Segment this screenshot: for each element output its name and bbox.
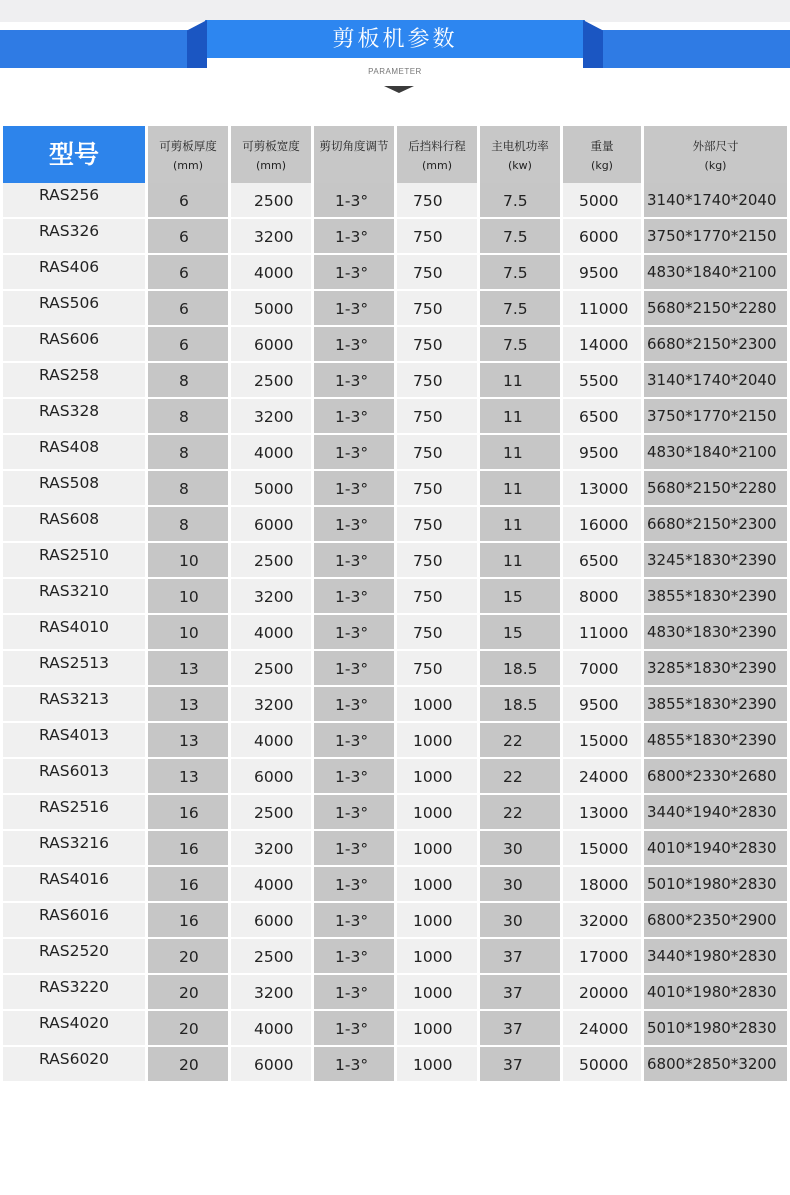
cell-model: RAS508 <box>3 471 145 505</box>
cell-width: 2500 <box>231 363 311 397</box>
cell-width: 3200 <box>231 399 311 433</box>
header-backgauge-label: 后挡料行程 <box>408 139 466 153</box>
cell-motor-power: 30 <box>480 903 560 937</box>
cell-backgauge: 1000 <box>397 1047 477 1081</box>
cell-model: RAS4010 <box>3 615 145 649</box>
cell-thickness: 16 <box>148 831 228 865</box>
cell-angle: 1-3° <box>314 543 394 577</box>
cell-model: RAS2510 <box>3 543 145 577</box>
cell-width: 3200 <box>231 219 311 253</box>
cell-thickness: 16 <box>148 867 228 901</box>
cell-model: RAS4020 <box>3 1011 145 1045</box>
cell-dimensions: 4855*1830*2390 <box>644 723 787 757</box>
table-row <box>0 903 790 939</box>
cell-width: 5000 <box>231 471 311 505</box>
cell-thickness: 10 <box>148 543 228 577</box>
cell-backgauge: 750 <box>397 543 477 577</box>
cell-motor-power: 11 <box>480 363 560 397</box>
cell-angle: 1-3° <box>314 507 394 541</box>
cell-backgauge: 1000 <box>397 723 477 757</box>
header-angle <box>314 126 394 183</box>
table-row <box>0 1011 790 1047</box>
cell-model: RAS3213 <box>3 687 145 721</box>
cell-motor-power: 15 <box>480 615 560 649</box>
cell-dimensions: 6680*2150*2300 <box>644 327 787 361</box>
cell-dimensions: 5680*2150*2280 <box>644 471 787 505</box>
cell-weight: 9500 <box>563 687 641 721</box>
cell-thickness: 13 <box>148 687 228 721</box>
cell-width: 4000 <box>231 435 311 469</box>
cell-thickness: 6 <box>148 183 228 217</box>
cell-weight: 24000 <box>563 1011 641 1045</box>
cell-weight: 9500 <box>563 435 641 469</box>
cell-backgauge: 1000 <box>397 867 477 901</box>
cell-thickness: 6 <box>148 219 228 253</box>
table-row <box>0 255 790 291</box>
cell-weight: 5500 <box>563 363 641 397</box>
cell-backgauge: 750 <box>397 291 477 325</box>
header-motor-power <box>480 126 560 183</box>
table-row <box>0 831 790 867</box>
banner-ribbon-left <box>0 30 205 68</box>
cell-dimensions: 6800*2330*2680 <box>644 759 787 793</box>
header-backgauge-unit: (mm) <box>421 159 452 172</box>
cell-angle: 1-3° <box>314 363 394 397</box>
header-motor-power-unit: (kw) <box>508 159 532 172</box>
cell-backgauge: 1000 <box>397 903 477 937</box>
table-row <box>0 975 790 1011</box>
table-body <box>0 183 790 1083</box>
table-row <box>0 183 790 219</box>
table-row <box>0 651 790 687</box>
cell-angle: 1-3° <box>314 867 394 901</box>
cell-weight: 20000 <box>563 975 641 1009</box>
header-weight-label: 重量 <box>590 139 614 153</box>
header-weight <box>563 126 641 183</box>
cell-dimensions: 5010*1980*2830 <box>644 1011 787 1045</box>
table-row <box>0 867 790 903</box>
table-row <box>0 327 790 363</box>
cell-thickness: 13 <box>148 651 228 685</box>
cell-width: 3200 <box>231 579 311 613</box>
cell-model: RAS506 <box>3 291 145 325</box>
cell-width: 3200 <box>231 687 311 721</box>
cell-angle: 1-3° <box>314 795 394 829</box>
header-model: 型号 <box>3 126 145 183</box>
cell-thickness: 10 <box>148 579 228 613</box>
cell-backgauge: 750 <box>397 399 477 433</box>
cell-angle: 1-3° <box>314 183 394 217</box>
cell-model: RAS6020 <box>3 1047 145 1081</box>
cell-motor-power: 7.5 <box>480 255 560 289</box>
cell-backgauge: 1000 <box>397 831 477 865</box>
cell-weight: 9500 <box>563 255 641 289</box>
banner-title: 剪板机参数 <box>332 27 458 52</box>
cell-angle: 1-3° <box>314 399 394 433</box>
cell-thickness: 13 <box>148 723 228 757</box>
cell-width: 4000 <box>231 615 311 649</box>
cell-model: RAS256 <box>3 183 145 217</box>
cell-width: 2500 <box>231 651 311 685</box>
cell-weight: 24000 <box>563 759 641 793</box>
cell-weight: 14000 <box>563 327 641 361</box>
cell-model: RAS258 <box>3 363 145 397</box>
cell-dimensions: 3855*1830*2390 <box>644 579 787 613</box>
cell-thickness: 8 <box>148 471 228 505</box>
cell-angle: 1-3° <box>314 1011 394 1045</box>
cell-motor-power: 11 <box>480 471 560 505</box>
cell-angle: 1-3° <box>314 831 394 865</box>
cell-model: RAS606 <box>3 327 145 361</box>
header-width <box>231 126 311 183</box>
cell-motor-power: 7.5 <box>480 183 560 217</box>
cell-model: RAS2513 <box>3 651 145 685</box>
cell-thickness: 8 <box>148 363 228 397</box>
cell-width: 6000 <box>231 759 311 793</box>
table-row <box>0 759 790 795</box>
cell-width: 6000 <box>231 903 311 937</box>
cell-model: RAS4013 <box>3 723 145 757</box>
cell-width: 5000 <box>231 291 311 325</box>
cell-backgauge: 750 <box>397 327 477 361</box>
cell-motor-power: 15 <box>480 579 560 613</box>
cell-motor-power: 22 <box>480 759 560 793</box>
header-thickness <box>148 126 228 183</box>
cell-motor-power: 7.5 <box>480 219 560 253</box>
cell-motor-power: 37 <box>480 939 560 973</box>
table-row <box>0 471 790 507</box>
banner-fold-left <box>187 20 207 68</box>
header-thickness-unit: (mm) <box>172 159 203 172</box>
cell-width: 4000 <box>231 1011 311 1045</box>
cell-width: 6000 <box>231 327 311 361</box>
cell-weight: 6500 <box>563 543 641 577</box>
cell-motor-power: 37 <box>480 1047 560 1081</box>
cell-backgauge: 750 <box>397 471 477 505</box>
cell-backgauge: 750 <box>397 579 477 613</box>
cell-dimensions: 3750*1770*2150 <box>644 219 787 253</box>
cell-backgauge: 750 <box>397 651 477 685</box>
cell-dimensions: 3245*1830*2390 <box>644 543 787 577</box>
table-row <box>0 615 790 651</box>
cell-backgauge: 1000 <box>397 1011 477 1045</box>
cell-thickness: 8 <box>148 435 228 469</box>
cell-angle: 1-3° <box>314 939 394 973</box>
cell-motor-power: 30 <box>480 867 560 901</box>
cell-dimensions: 4010*1940*2830 <box>644 831 787 865</box>
table-row <box>0 435 790 471</box>
cell-dimensions: 3855*1830*2390 <box>644 687 787 721</box>
down-arrow-icon <box>384 86 414 93</box>
cell-weight: 15000 <box>563 831 641 865</box>
banner-ribbon-right <box>585 30 790 68</box>
cell-thickness: 16 <box>148 903 228 937</box>
cell-model: RAS608 <box>3 507 145 541</box>
cell-angle: 1-3° <box>314 759 394 793</box>
cell-dimensions: 6800*2850*3200 <box>644 1047 787 1081</box>
cell-backgauge: 750 <box>397 615 477 649</box>
cell-motor-power: 37 <box>480 1011 560 1045</box>
cell-dimensions: 4830*1840*2100 <box>644 255 787 289</box>
cell-backgauge: 1000 <box>397 975 477 1009</box>
cell-backgauge: 1000 <box>397 939 477 973</box>
cell-model: RAS408 <box>3 435 145 469</box>
cell-angle: 1-3° <box>314 1047 394 1081</box>
cell-motor-power: 11 <box>480 507 560 541</box>
cell-width: 2500 <box>231 183 311 217</box>
cell-dimensions: 3140*1740*2040 <box>644 183 787 217</box>
cell-angle: 1-3° <box>314 651 394 685</box>
cell-model: RAS6013 <box>3 759 145 793</box>
cell-width: 6000 <box>231 507 311 541</box>
cell-motor-power: 22 <box>480 723 560 757</box>
cell-weight: 32000 <box>563 903 641 937</box>
cell-dimensions: 3285*1830*2390 <box>644 651 787 685</box>
cell-weight: 11000 <box>563 291 641 325</box>
cell-dimensions: 3440*1940*2830 <box>644 795 787 829</box>
header-width-label: 可剪板宽度 <box>242 139 300 153</box>
cell-angle: 1-3° <box>314 903 394 937</box>
cell-model: RAS2516 <box>3 795 145 829</box>
cell-angle: 1-3° <box>314 219 394 253</box>
cell-angle: 1-3° <box>314 687 394 721</box>
cell-model: RAS3210 <box>3 579 145 613</box>
cell-dimensions: 5680*2150*2280 <box>644 291 787 325</box>
banner-subtitle: PARAMETER <box>368 67 422 76</box>
cell-dimensions: 3140*1740*2040 <box>644 363 787 397</box>
cell-weight: 13000 <box>563 795 641 829</box>
parameter-table <box>0 126 790 1083</box>
cell-width: 6000 <box>231 1047 311 1081</box>
top-band <box>0 0 790 22</box>
cell-width: 4000 <box>231 867 311 901</box>
cell-angle: 1-3° <box>314 255 394 289</box>
cell-thickness: 20 <box>148 1011 228 1045</box>
cell-motor-power: 11 <box>480 435 560 469</box>
cell-model: RAS4016 <box>3 867 145 901</box>
cell-model: RAS328 <box>3 399 145 433</box>
cell-dimensions: 5010*1980*2830 <box>644 867 787 901</box>
header-thickness-label: 可剪板厚度 <box>159 139 217 153</box>
cell-thickness: 13 <box>148 759 228 793</box>
cell-model: RAS406 <box>3 255 145 289</box>
cell-backgauge: 1000 <box>397 687 477 721</box>
cell-width: 3200 <box>231 831 311 865</box>
cell-thickness: 6 <box>148 327 228 361</box>
cell-weight: 18000 <box>563 867 641 901</box>
cell-angle: 1-3° <box>314 723 394 757</box>
header-weight-unit: (kg) <box>591 159 613 172</box>
cell-motor-power: 7.5 <box>480 291 560 325</box>
cell-weight: 5000 <box>563 183 641 217</box>
table-row <box>0 219 790 255</box>
cell-angle: 1-3° <box>314 435 394 469</box>
cell-weight: 7000 <box>563 651 641 685</box>
cell-thickness: 8 <box>148 399 228 433</box>
cell-weight: 6000 <box>563 219 641 253</box>
cell-weight: 17000 <box>563 939 641 973</box>
cell-thickness: 6 <box>148 255 228 289</box>
section-banner <box>0 20 790 90</box>
cell-dimensions: 3440*1980*2830 <box>644 939 787 973</box>
cell-weight: 11000 <box>563 615 641 649</box>
cell-dimensions: 4010*1980*2830 <box>644 975 787 1009</box>
cell-width: 2500 <box>231 939 311 973</box>
cell-thickness: 16 <box>148 795 228 829</box>
cell-width: 2500 <box>231 795 311 829</box>
table-row <box>0 579 790 615</box>
table-row <box>0 543 790 579</box>
table-row <box>0 291 790 327</box>
table-row <box>0 363 790 399</box>
cell-model: RAS326 <box>3 219 145 253</box>
cell-weight: 50000 <box>563 1047 641 1081</box>
header-motor-power-label: 主电机功率 <box>491 139 549 153</box>
cell-angle: 1-3° <box>314 471 394 505</box>
cell-angle: 1-3° <box>314 615 394 649</box>
cell-model: RAS3216 <box>3 831 145 865</box>
cell-weight: 13000 <box>563 471 641 505</box>
cell-thickness: 8 <box>148 507 228 541</box>
cell-model: RAS3220 <box>3 975 145 1009</box>
cell-backgauge: 750 <box>397 219 477 253</box>
cell-weight: 8000 <box>563 579 641 613</box>
cell-dimensions: 6800*2350*2900 <box>644 903 787 937</box>
cell-thickness: 20 <box>148 939 228 973</box>
cell-backgauge: 1000 <box>397 795 477 829</box>
cell-backgauge: 750 <box>397 183 477 217</box>
cell-dimensions: 4830*1840*2100 <box>644 435 787 469</box>
cell-width: 4000 <box>231 255 311 289</box>
cell-motor-power: 18.5 <box>480 687 560 721</box>
table-row <box>0 723 790 759</box>
cell-motor-power: 7.5 <box>480 327 560 361</box>
header-dimensions-label: 外部尺寸 <box>692 139 739 153</box>
header-backgauge <box>397 126 477 183</box>
header-dimensions-unit: (kg) <box>704 159 727 172</box>
header-width-unit: (mm) <box>255 159 286 172</box>
cell-backgauge: 750 <box>397 363 477 397</box>
cell-backgauge: 750 <box>397 435 477 469</box>
cell-weight: 16000 <box>563 507 641 541</box>
cell-backgauge: 1000 <box>397 759 477 793</box>
table-row <box>0 939 790 975</box>
cell-thickness: 6 <box>148 291 228 325</box>
cell-angle: 1-3° <box>314 579 394 613</box>
table-row <box>0 687 790 723</box>
header-angle-label: 剪切角度调节 <box>319 139 389 153</box>
cell-motor-power: 11 <box>480 399 560 433</box>
header-dimensions <box>644 126 787 183</box>
table-row <box>0 507 790 543</box>
cell-weight: 15000 <box>563 723 641 757</box>
cell-dimensions: 3750*1770*2150 <box>644 399 787 433</box>
cell-width: 3200 <box>231 975 311 1009</box>
cell-motor-power: 30 <box>480 831 560 865</box>
cell-width: 4000 <box>231 723 311 757</box>
table-row <box>0 795 790 831</box>
cell-motor-power: 11 <box>480 543 560 577</box>
cell-motor-power: 37 <box>480 975 560 1009</box>
cell-weight: 6500 <box>563 399 641 433</box>
cell-thickness: 10 <box>148 615 228 649</box>
banner-fold-right <box>583 20 603 68</box>
cell-motor-power: 18.5 <box>480 651 560 685</box>
cell-angle: 1-3° <box>314 975 394 1009</box>
table-row <box>0 1047 790 1083</box>
cell-motor-power: 22 <box>480 795 560 829</box>
cell-dimensions: 4830*1830*2390 <box>644 615 787 649</box>
cell-angle: 1-3° <box>314 327 394 361</box>
cell-thickness: 20 <box>148 1047 228 1081</box>
cell-backgauge: 750 <box>397 507 477 541</box>
cell-model: RAS6016 <box>3 903 145 937</box>
cell-width: 2500 <box>231 543 311 577</box>
cell-dimensions: 6680*2150*2300 <box>644 507 787 541</box>
cell-thickness: 20 <box>148 975 228 1009</box>
cell-angle: 1-3° <box>314 291 394 325</box>
table-header-row <box>0 126 790 183</box>
cell-backgauge: 750 <box>397 255 477 289</box>
cell-model: RAS2520 <box>3 939 145 973</box>
table-row <box>0 399 790 435</box>
